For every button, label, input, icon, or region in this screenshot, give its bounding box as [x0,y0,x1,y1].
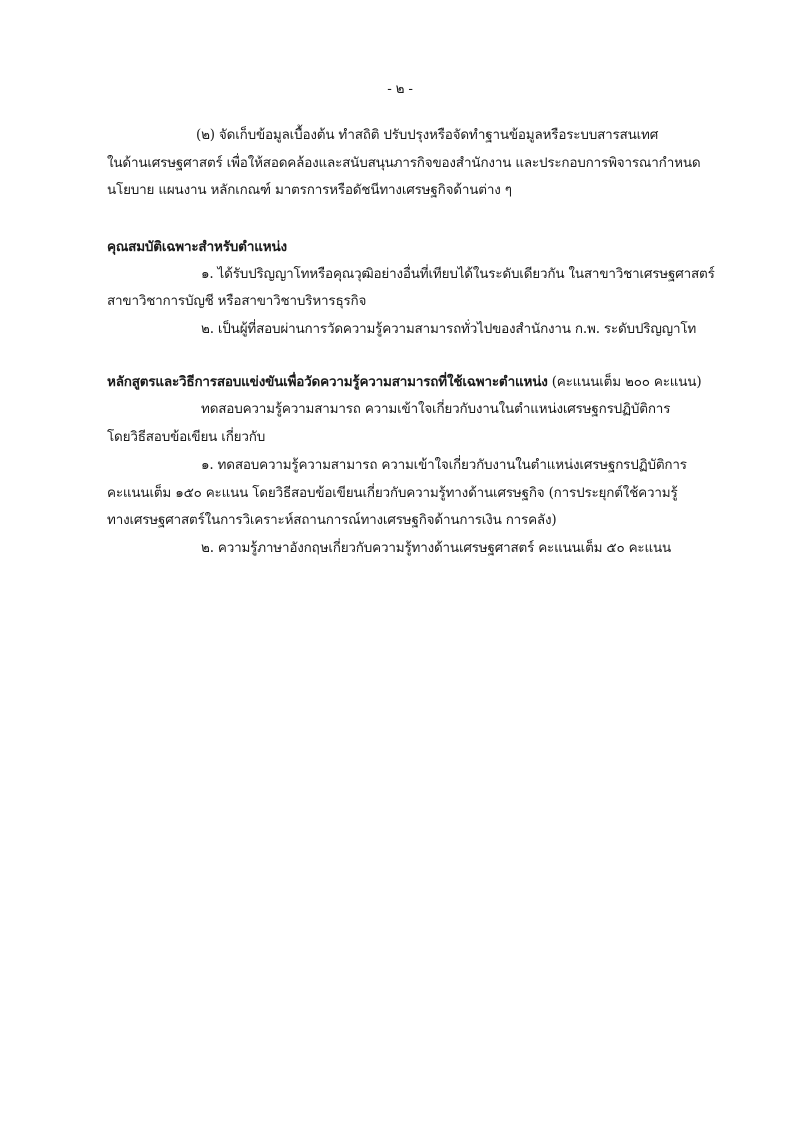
curriculum-item-1-line1: ๑. ทดสอบความรู้ความสามารถ ความเข้าใจเกี่ยวกับงานในตำแหน่งเศรษฐกรปฏิบัติการ [201,457,687,473]
curriculum-heading-score: (คะแนนเต็ม ๒๐๐ คะแนน) [551,374,702,390]
item2-line3: นโยบาย แผนงาน หลักเกณฑ์ มาตรการหรือดัชนีทางเศรษฐกิจด้านต่าง ๆ [107,182,512,198]
qualification-1-line2: สาขาวิชาการบัญชี หรือสาขาวิชาบริหารธุรกิจ [107,293,367,309]
item2-line2: ในด้านเศรษฐศาสตร์ เพื่อให้สอดคล้องและสนับสนุนภารกิจของสำนักงาน และประกอบการพิจารณากำหนด [107,155,701,171]
curriculum-item-1-line3: ทางเศรษฐศาสตร์ในการวิเคราะห์สถานการณ์ทางเศรษฐกิจด้านการเงิน การคลัง) [107,512,557,528]
curriculum-item-2-line1: ๒. ความรู้ภาษาอังกฤษเกี่ยวกับความรู้ทางด้านเศรษฐศาสตร์ คะแนนเต็ม ๕๐ คะแนน [201,540,672,556]
qualification-2-line1: ๒. เป็นผู้ที่สอบผ่านการวัดความรู้ความสามารถทั่วไปของสำนักงาน ก.พ. ระดับปริญญาโท [201,321,697,337]
curriculum-intro-line2: โดยวิธีสอบข้อเขียน เกี่ยวกับ [107,429,266,445]
page-number: - ๒ - [387,81,413,97]
qualifications-heading: คุณสมบัติเฉพาะสำหรับตำแหน่ง [107,239,287,255]
curriculum-item-1-line2: คะแนนเต็ม ๑๕๐ คะแนน โดยวิธีสอบข้อเขียนเกี่ยวกับความรู้ทางด้านเศรษฐกิจ (การประยุกต์ใช้ความรู้ [107,485,678,501]
curriculum-intro-line1: ทดสอบความรู้ความสามารถ ความเข้าใจเกี่ยวกับงานในตำแหน่งเศรษฐกรปฏิบัติการ [201,401,671,417]
qualification-1-line1: ๑. ได้รับปริญญาโทหรือคุณวุฒิอย่างอื่นที่เทียบได้ในระดับเดียวกัน ในสาขาวิชาเศรษฐศาสตร์ [201,266,715,282]
curriculum-heading [107,373,701,391]
item2-line1: (๒) จัดเก็บข้อมูลเบื้องต้น ทำสถิติ ปรับปรุงหรือจัดทำฐานข้อมูลหรือระบบสารสนเทศ [196,127,659,143]
curriculum-heading-bold: หลักสูตรและวิธีการสอบแข่งขันเพื่อวัดความรู้ความสามารถที่ใช้เฉพาะตำแหน่ง [107,374,548,390]
